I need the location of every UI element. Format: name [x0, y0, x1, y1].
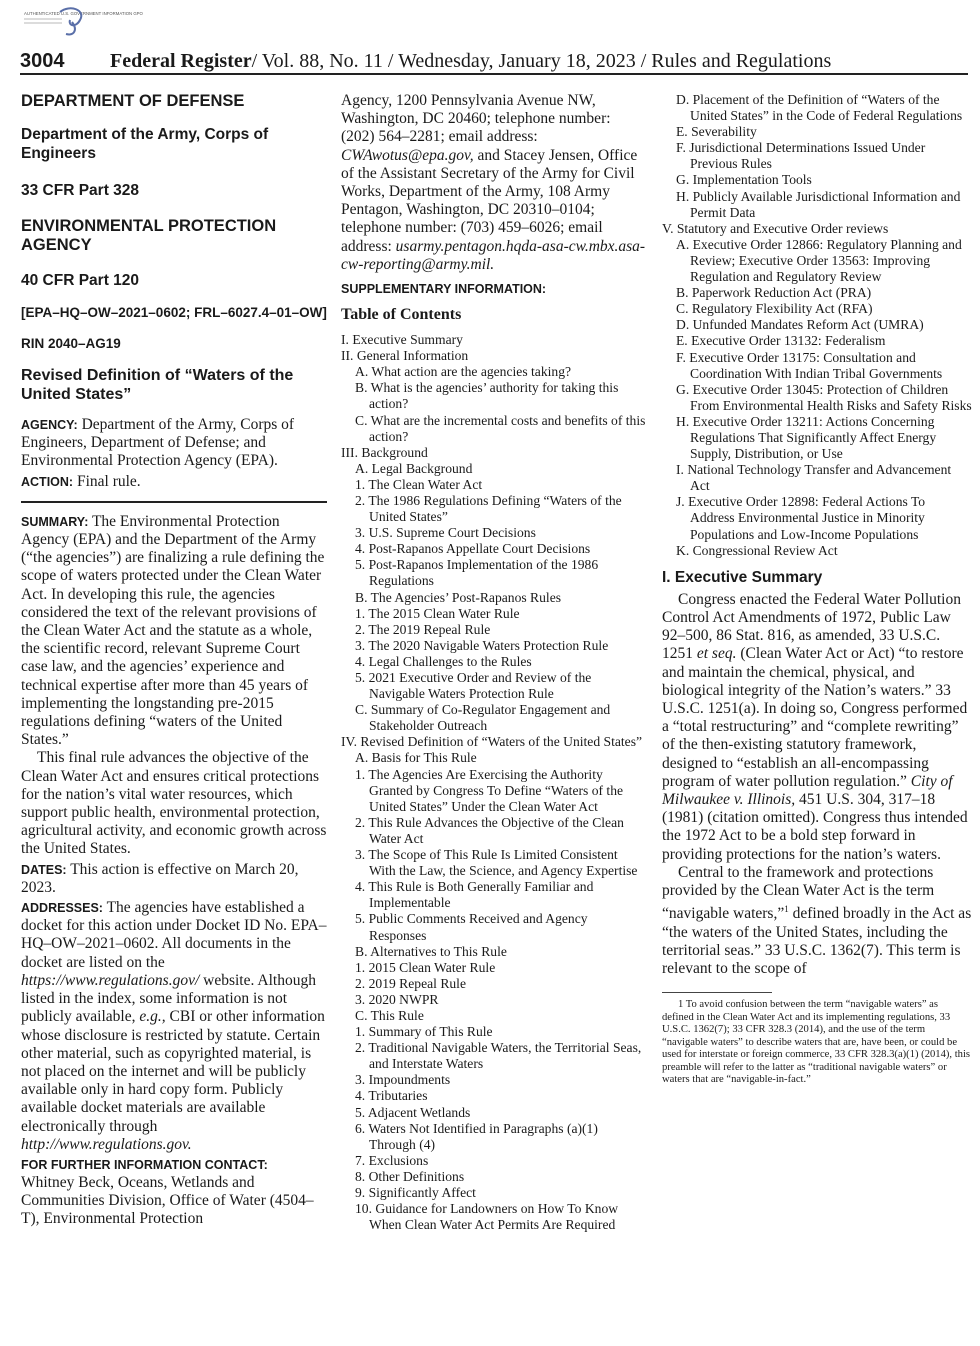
- toc-item: 2. Traditional Navigable Waters, the Territorial Seas, and Interstate Waters: [355, 1040, 642, 1072]
- dates-paragraph: [21, 861, 327, 897]
- regulations-gov-link[interactable]: http://www.regulations.gov.: [21, 1135, 192, 1153]
- toc-item: E. Severability: [676, 124, 757, 140]
- running-header: [20, 46, 968, 72]
- addresses-paragraph: [21, 899, 327, 1154]
- toc-item: 3. The Scope of This Rule Is Limited Consistent With the Law, the Science, and Agency Expertise: [355, 847, 638, 879]
- addresses-label: ADDRESSES:: [21, 901, 103, 916]
- rin-number: RIN 2040–AG19: [21, 336, 121, 351]
- column-3: [662, 92, 972, 1087]
- toc-item: 4. Tributaries: [355, 1088, 428, 1104]
- toc-item: G. Executive Order 13045: Protection of Children From Environmental Health Risks and Safety Risks: [676, 381, 972, 413]
- toc-item: 10. Guidance for Landowners on How To Know When Clean Water Act Permits Are Required: [355, 1201, 619, 1233]
- toc-item: 5. Post-Rapanos Implementation of the 1986 Regulations: [355, 557, 599, 589]
- army-email-link[interactable]: usarmy.pentagon.hqda-asa-cw.mbx.asa-cw-reporting@army.mil.: [341, 237, 646, 273]
- toc-item: 1. The Agencies Are Exercising the Authority Granted by Congress To Define “Waters of the United States” Under the Clean Water Act: [355, 766, 624, 814]
- footnote-ref[interactable]: 1: [784, 904, 789, 915]
- epa-email-link[interactable]: CWAwotus@epa.gov,: [341, 146, 474, 164]
- toc-item: 3. The 2020 Navigable Waters Protection Rule: [355, 637, 609, 653]
- toc-title: Table of Contents: [341, 306, 462, 324]
- dates-label: DATES:: [21, 862, 67, 877]
- toc-item: C. What are the incremental costs and benefits of this action?: [355, 412, 646, 444]
- column-1: [21, 92, 327, 1229]
- toc-item: F. Jurisdictional Determinations Issued Under Previous Rules: [676, 140, 926, 172]
- toc-item: 1. The Clean Water Act: [355, 476, 483, 492]
- column-2: [341, 92, 646, 1233]
- contact-text-a: Agency, 1200 Pennsylvania Avenue NW, Washington, DC 20460; telephone number: (202) 564–2281; email address:: [341, 92, 611, 146]
- footnote-1: 1 To avoid confusion between the term “navigable waters” as defined in the Clean Water Act and its implementing regulations, 33 U.S.C. 1362(7); 33 CFR 328.3 (2014), and the use of the term “navigable waters” to describe waters that are, have been, or could be used for interstate or foreign commerce, 33 CFR 328.3(a)(1) (2014), this preamble will refer to the latter as “traditional navigable waters” or waters that are “navigable-in-fact.”: [662, 999, 971, 1086]
- toc-item: A. Legal Background: [355, 460, 473, 476]
- toc-item: B. Alternatives to This Rule: [355, 943, 507, 959]
- toc-item: A. Basis for This Rule: [355, 750, 477, 766]
- p2-text-b: defined broadly in the Act as “the waters of the United States, including the territorial seas.” 33 U.S.C. 1362(7). This term is relevant to the scope of: [662, 905, 972, 977]
- agency-text: Department of the Army, Corps of Engineers, Department of Defense; and Environmental Protection Agency (EPA).: [21, 416, 295, 470]
- section-divider: [21, 501, 327, 503]
- addresses-text-c: CBI or other information whose disclosure is restricted by statute. Certain other material, such as copyrighted material, is not placed on the internet and will be publicly available only in hard copy form. Publicly available docket materials are available electronically through: [21, 1008, 325, 1135]
- sub-agency-heading: Department of the Army, Corps of Engineers: [21, 126, 269, 162]
- table-of-contents: [341, 332, 646, 1233]
- p1-text-a: Congress enacted the Federal Water Pollution Control Act Amendments of 1972, Public Law 92–500, 86 Stat. 816, as amended, 33 U.S.C. 1251: [662, 590, 961, 663]
- toc-item: G. Implementation Tools: [676, 172, 812, 188]
- publication-title: Federal Register: [110, 50, 252, 72]
- toc-item: V. Statutory and Executive Order reviews: [662, 220, 889, 236]
- toc-item: 7. Exclusions: [355, 1152, 429, 1168]
- toc-item: 5. 2021 Executive Order and Review of the Navigable Waters Protection Rule: [355, 670, 592, 702]
- action-text: Final rule.: [73, 472, 141, 490]
- summary-paragraph-2: This final rule advances the objective of the Clean Water Act and ensures critical protections for the nation’s vital water resources, which support public health, environmental protection, agricultural activity, and economic growth across the United States.: [21, 749, 327, 858]
- footnote-rule: [662, 992, 772, 993]
- eg-italic: e.g.,: [139, 1008, 166, 1026]
- action-label: ACTION:: [21, 474, 74, 489]
- toc-item: 8. Other Definitions: [355, 1168, 465, 1184]
- department-heading: DEPARTMENT OF DEFENSE: [21, 92, 245, 110]
- contact-text-b: and Stacey Jensen, Office of the Assistant Secretary of the Army for Civil Works, Department of the Army, 108 Army Pentagon, Washington, DC 20310–0104; telephone number: (703) 459–6026; email address:: [341, 146, 638, 255]
- toc-item: F. Executive Order 13175: Consultation and Coordination With Indian Tribal Governments: [676, 349, 943, 381]
- toc-item: C. Summary of Co-Regulator Engagement and Stakeholder Outreach: [355, 702, 611, 734]
- toc-item: 3. U.S. Supreme Court Decisions: [355, 525, 536, 541]
- p1-text-c: 451 U.S. 304, 317–18 (1981) (citation omitted). Congress thus intended the 1972 Act to be a bold step forward in providing protections for the nation’s waters.: [662, 790, 968, 863]
- supplementary-label: SUPPLEMENTARY INFORMATION:: [341, 282, 547, 297]
- toc-item: II. General Information: [341, 348, 469, 364]
- p1-text-b: (Clean Water Act or Act) “to restore and maintain the chemical, physical, and biological integrity of the Nation’s waters.” 33 U.S.C. 1251(a). In doing so, Congress performed a “total restructuring” and “complete rewriting” of the then-existing statutory framework, designed to “establish an all-encompassing program of water pollution regulation.”: [662, 645, 968, 790]
- toc-item: C. Regulatory Flexibility Act (RFA): [676, 301, 873, 317]
- toc-item: C. This Rule: [355, 1007, 424, 1023]
- toc-item: B. What is the agencies’ authority for taking this action?: [355, 380, 619, 412]
- issue-info: / Vol. 88, No. 11 / Wednesday, January 18, 2023 / Rules and Regulations: [251, 50, 832, 72]
- toc-item: 1. The 2015 Clean Water Rule: [355, 605, 520, 621]
- addresses-text-b: website. Although listed in the index, some information is not publicly available,: [21, 971, 316, 1026]
- toc-item: III. Background: [341, 444, 428, 460]
- case-citation: City of Milwaukee v. Illinois,: [662, 772, 953, 808]
- toc-item: B. Paperwork Reduction Act (PRA): [676, 285, 872, 301]
- toc-item: K. Congressional Review Act: [676, 542, 838, 558]
- contact-continued: [341, 92, 646, 274]
- regulations-link[interactable]: https://www.regulations.gov/: [21, 971, 200, 989]
- toc-item: E. Executive Order 13132: Federalism: [676, 333, 886, 349]
- toc-item: 2. This Rule Advances the Objective of the Clean Water Act: [355, 814, 624, 846]
- toc-item: 1. 2015 Clean Water Rule: [355, 959, 496, 975]
- toc-item: H. Executive Order 13211: Actions Concerning Regulations That Significantly Affect Energy Supply, Distribution, or Use: [676, 413, 937, 462]
- toc-item: 2. The 2019 Repeal Rule: [355, 621, 491, 637]
- cfr-part-328: 33 CFR Part 328: [21, 182, 140, 199]
- toc-item: 4. This Rule is Both Generally Familiar and Implementable: [355, 879, 594, 911]
- epa-heading: ENVIRONMENTAL PROTECTION AGENCY: [21, 217, 277, 254]
- table-of-contents-continued: [662, 92, 972, 559]
- toc-item: J. Executive Order 12898: Federal Actions To Address Environmental Justice in Minority Populations and Low-Income Populations: [676, 494, 926, 542]
- toc-item: A. Executive Order 12866: Regulatory Planning and Review; Executive Order 13563: Improving Regulation and Regulatory Review: [676, 236, 962, 285]
- toc-item: 5. Adjacent Wetlands: [355, 1104, 471, 1120]
- addresses-text-a: The agencies have established a docket for this action under Docket ID No. EPA–HQ–OW–2021–0602. All documents in the docket are listed on the: [21, 899, 327, 971]
- executive-summary-p2: [662, 864, 972, 978]
- toc-item: D. Unfunded Mandates Reform Act (UMRA): [676, 317, 924, 333]
- toc-item: 4. Post-Rapanos Appellate Court Decisions: [355, 541, 591, 557]
- summary-label: SUMMARY:: [21, 514, 89, 529]
- toc-item: 3. 2020 NWPR: [355, 991, 439, 1007]
- toc-item: 4. Legal Challenges to the Rules: [355, 653, 532, 669]
- action-paragraph: [21, 473, 327, 491]
- agency-label: AGENCY:: [21, 418, 78, 432]
- executive-summary-heading: I. Executive Summary: [662, 568, 823, 586]
- toc-item: IV. Revised Definition of “Waters of the United States”: [341, 734, 643, 750]
- gpo-authentication-logo: [22, 6, 143, 40]
- rule-title: Revised Definition of “Waters of the United States”: [21, 367, 294, 403]
- executive-summary-p1: [662, 591, 972, 864]
- summary-text: The Environmental Protection Agency (EPA) and the Department of the Army (“the agencies”) are finalizing a rule defining the scope of waters protected under the Clean Water Act. In developing this rule, the agencies considered the text of the relevant provisions of the Clean Water Act and the statute as a whole, the scientific record, relevant Supreme Court case law, and the agencies’ experience and technical expertise after more than 45 years of implementing the longstanding pre-2015 regulations defining “waters of the United States.”: [21, 512, 325, 749]
- toc-item: 5. Public Comments Received and Agency Responses: [355, 911, 588, 943]
- page-number: 3004: [20, 50, 65, 72]
- toc-item: 6. Waters Not Identified in Paragraphs (a)(1) Through (4): [355, 1120, 598, 1152]
- toc-item: 1. Summary of This Rule: [355, 1024, 493, 1040]
- toc-item: H. Publicly Available Jurisdictional Information and Permit Data: [676, 188, 961, 220]
- toc-item: 2. The 1986 Regulations Defining “Waters of the United States”: [355, 492, 622, 525]
- toc-item: D. Placement of the Definition of “Waters of the United States” in the Code of Federal Regulations: [676, 92, 963, 124]
- p2-text-a: Central to the framework and protections provided by the Clean Water Act is the term “navigable waters,”: [662, 863, 935, 923]
- dates-text: This action is effective on March 20, 2023.: [21, 860, 299, 896]
- docket-number: [EPA–HQ–OW–2021–0602; FRL–6027.4–01–OW]: [21, 305, 327, 320]
- toc-item: 9. Significantly Affect: [355, 1185, 476, 1200]
- summary-paragraph: [21, 513, 327, 750]
- toc-item: B. The Agencies’ Post-Rapanos Rules: [355, 589, 562, 605]
- toc-item: 3. Impoundments: [355, 1072, 451, 1088]
- toc-item: 2. 2019 Repeal Rule: [355, 975, 466, 991]
- toc-item: A. What action are the agencies taking?: [355, 364, 572, 380]
- contact-label: FOR FURTHER INFORMATION CONTACT:: [21, 1157, 268, 1172]
- cfr-part-120: 40 CFR Part 120: [21, 272, 140, 289]
- logo-text: AUTHENTICATED U.S. GOVERNMENT INFORMATION GPO: [24, 11, 143, 16]
- contact-text: Whitney Beck, Oceans, Wetlands and Communities Division, Office of Water (4504–T), Environmental Protection: [21, 1173, 314, 1228]
- toc-item: I. National Technology Transfer and Advancement Act: [676, 462, 952, 494]
- toc-item: I. Executive Summary: [341, 332, 463, 348]
- et-seq: et seq.: [696, 645, 737, 663]
- agency-paragraph: [21, 416, 327, 471]
- header-rule: [20, 73, 968, 75]
